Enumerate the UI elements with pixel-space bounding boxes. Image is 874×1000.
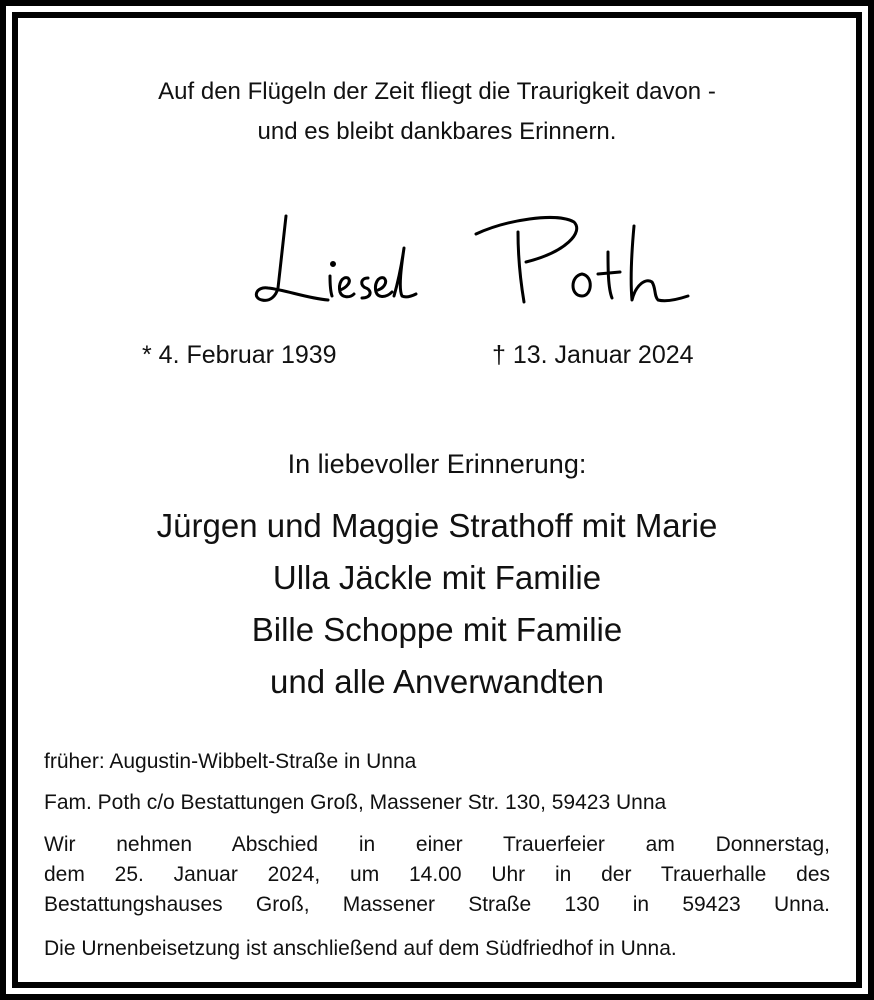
ceremony-line: Bestattungshauses Groß, Massener Straße 130 in 59423 Unna. xyxy=(44,893,830,916)
ceremony-line: Wir nehmen Abschied in einer Trauerfeier am Donnerstag, xyxy=(44,833,830,856)
ceremony-line: dem 25. Januar 2024, um 14.00 Uhr in der Trauerhalle des xyxy=(44,863,830,886)
death-date: † 13. Januar 2024 xyxy=(492,341,694,369)
mourner-name: und alle Anverwandten xyxy=(270,663,604,700)
mourners-list xyxy=(30,500,844,708)
motto-line-1: Auf den Flügeln der Zeit fliegt die Traurigkeit davon - xyxy=(158,78,716,105)
former-address: früher: Augustin-Wibbelt-Straße in Unna xyxy=(44,750,417,773)
mourner-name: Jürgen und Maggie Strathoff mit Marie xyxy=(156,507,718,544)
inner-frame xyxy=(12,12,862,988)
motto-line-2: und es bleibt dankbares Erinnern. xyxy=(257,118,617,145)
mourners-intro: In liebevoller Erinnerung: xyxy=(287,449,587,479)
contact-address: Fam. Poth c/o Bestattungen Groß, Massener Str. 130, 59423 Unna xyxy=(44,791,667,814)
signature-script-icon xyxy=(226,192,706,312)
obituary-content xyxy=(30,30,844,970)
birth-date: * 4. Februar 1939 xyxy=(142,341,337,369)
motto xyxy=(30,72,844,152)
burial-info: Die Urnenbeisetzung ist anschließend auf dem Südfriedhof in Unna. xyxy=(44,937,677,960)
name-signature xyxy=(226,192,706,312)
mourner-name: Bille Schoppe mit Familie xyxy=(251,611,623,648)
mourner-name: Ulla Jäckle mit Familie xyxy=(272,559,602,596)
ceremony-info xyxy=(44,830,830,920)
